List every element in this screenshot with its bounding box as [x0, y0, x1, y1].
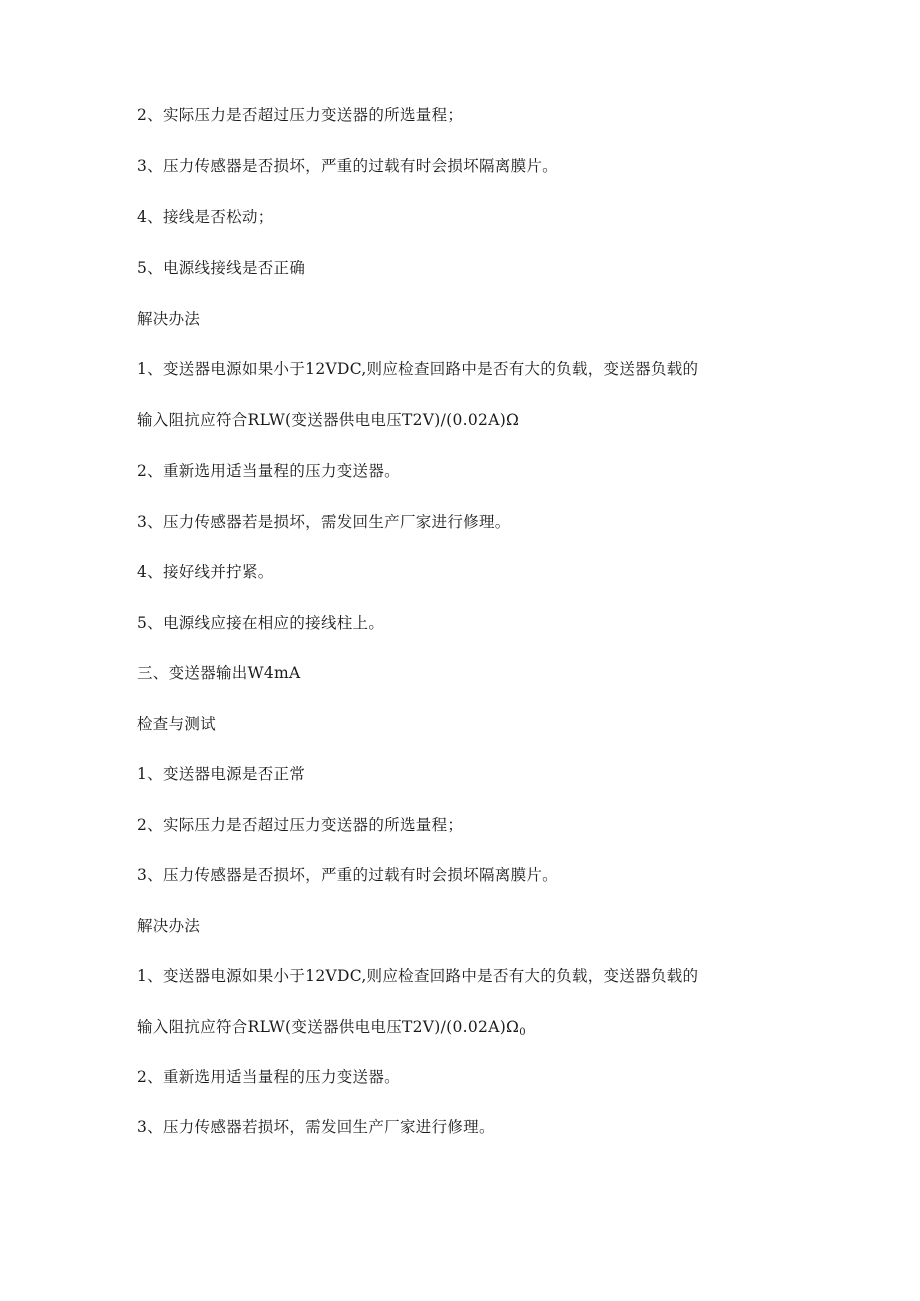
formula-text: 输入阻抗应符合RLW(变送器供电电压T2V)/(0.02A)Ω — [137, 1018, 520, 1036]
solution-item-1b-continued — [137, 1017, 526, 1043]
solution-item-5: 5、电源线应接在相应的接线柱上。 — [137, 614, 385, 632]
solution-item-1-continued: 输入阻抗应符合RLW(变送器供电电压T2V)/(0.02A)Ω — [137, 411, 520, 429]
check-item-4: 4、接线是否松动； — [137, 208, 274, 226]
solution-item-3: 3、压力传感器若是损坏，需发回生产厂家进行修理。 — [137, 513, 511, 531]
check-item-3b: 3、压力传感器是否损坏，严重的过载有时会损坏隔离膜片。 — [137, 866, 558, 884]
check-item-3: 3、压力传感器是否损坏，严重的过载有时会损坏隔离膜片。 — [137, 157, 558, 175]
solution-item-1b: 1、变送器电源如果小于12VDC,则应检查回路中是否有大的负载，变送器负载的 — [137, 967, 699, 985]
check-item-1: 1、变送器电源是否正常 — [137, 765, 306, 783]
solution-item-3b: 3、压力传感器若损坏，需发回生产厂家进行修理。 — [137, 1118, 495, 1136]
check-item-5: 5、电源线接线是否正确 — [137, 259, 306, 277]
section-heading-solution: 解决办法 — [137, 310, 201, 328]
solution-item-1: 1、变送器电源如果小于12VDC,则应检查回路中是否有大的负载，变送器负载的 — [137, 360, 699, 378]
solution-item-2b: 2、重新选用适当量程的压力变送器。 — [137, 1068, 400, 1086]
solution-item-2: 2、重新选用适当量程的压力变送器。 — [137, 462, 400, 480]
section-heading-3: 三、变送器输出W4mA — [137, 664, 301, 682]
solution-item-4: 4、接好线并拧紧。 — [137, 563, 274, 581]
check-item-2: 2、实际压力是否超过压力变送器的所选量程； — [137, 106, 464, 124]
formula-subscript: 0 — [519, 1027, 526, 1038]
section-heading-inspection: 检查与测试 — [137, 715, 217, 733]
section-heading-solution-2: 解决办法 — [137, 917, 201, 935]
check-item-2b: 2、实际压力是否超过压力变送器的所选量程； — [137, 816, 464, 834]
